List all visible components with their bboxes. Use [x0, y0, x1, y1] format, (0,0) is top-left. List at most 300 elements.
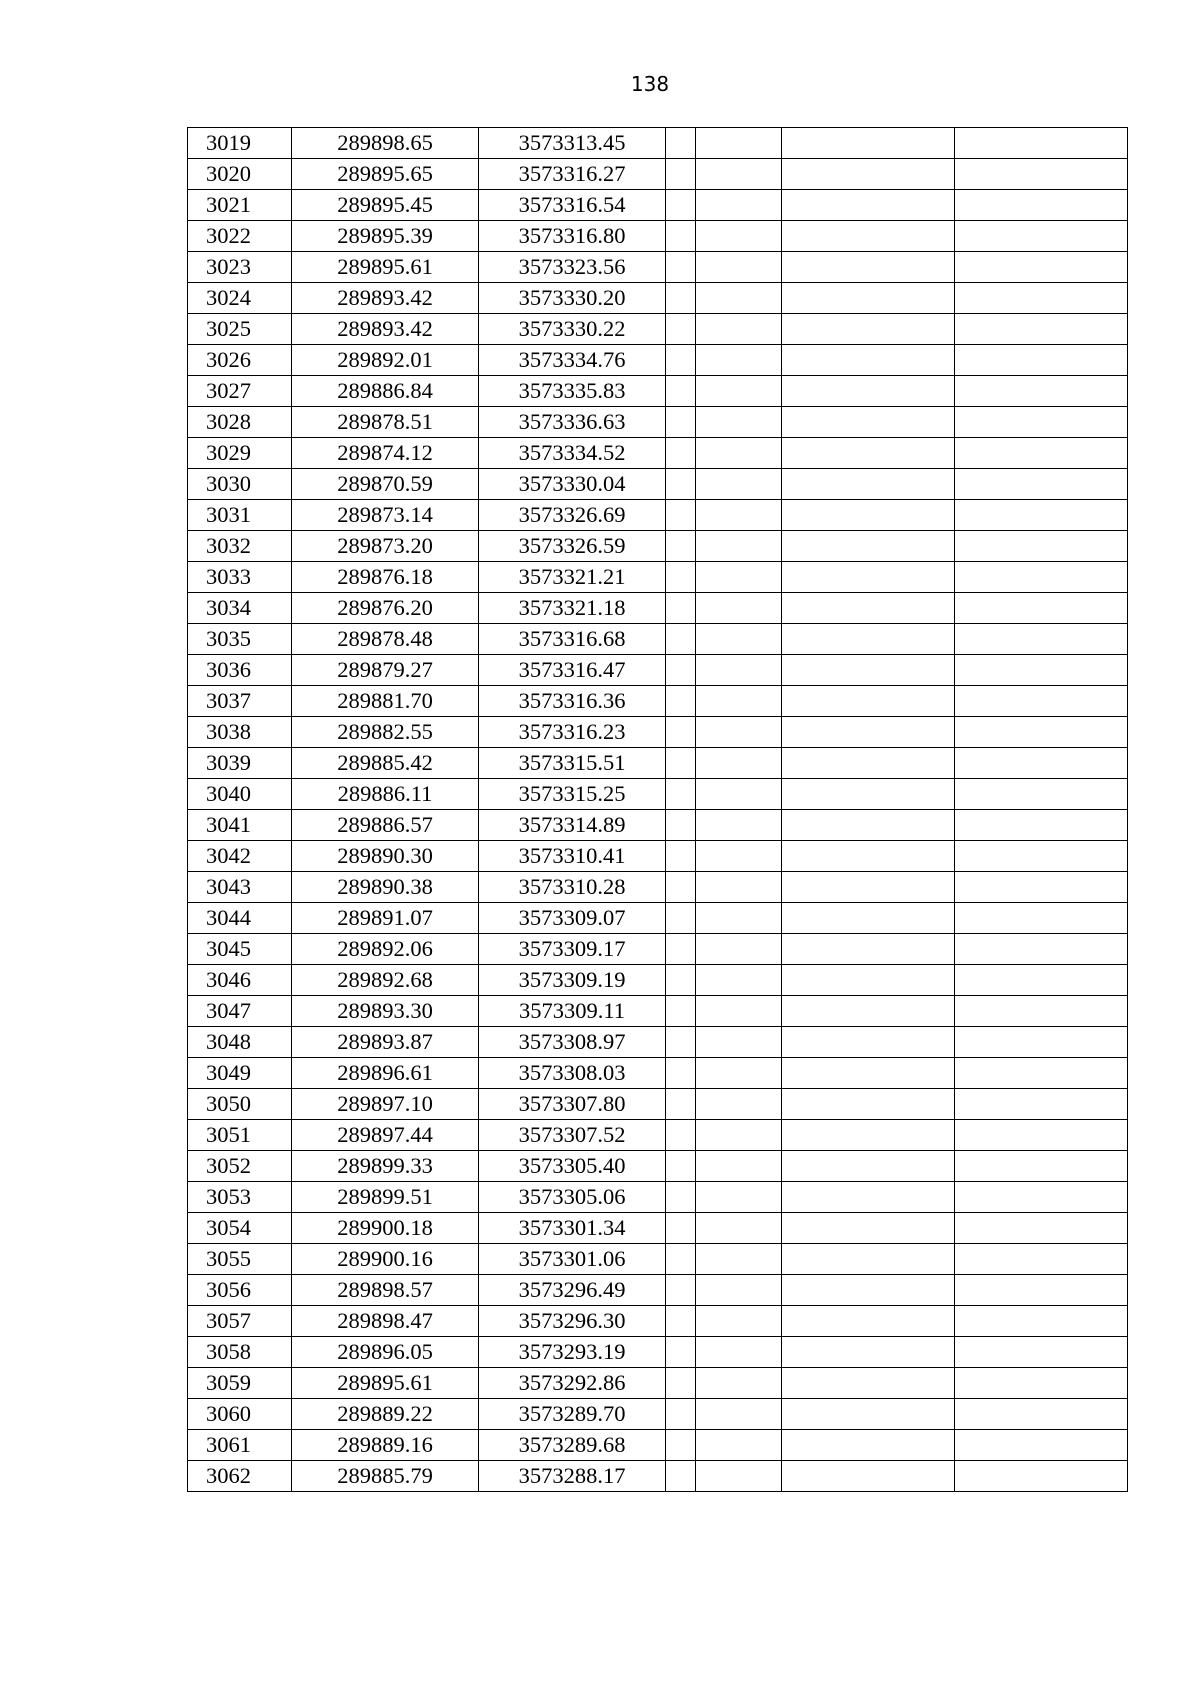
table-row	[188, 1337, 1128, 1368]
empty-cell	[955, 1058, 1128, 1089]
empty-cell	[666, 655, 696, 686]
empty-cell	[666, 1461, 696, 1492]
empty-cell	[955, 965, 1128, 996]
empty-cell	[696, 500, 782, 531]
empty-cell	[696, 531, 782, 562]
empty-cell	[696, 562, 782, 593]
empty-cell	[782, 1275, 955, 1306]
point-id-cell: 3030	[188, 469, 292, 500]
x-coordinate-cell: 289892.01	[292, 345, 479, 376]
empty-cell	[696, 345, 782, 376]
y-coordinate-cell: 3573289.68	[479, 1430, 666, 1461]
point-id-cell: 3047	[188, 996, 292, 1027]
point-id-cell: 3023	[188, 252, 292, 283]
y-coordinate-cell: 3573310.28	[479, 872, 666, 903]
x-coordinate-cell: 289898.47	[292, 1306, 479, 1337]
empty-cell	[666, 841, 696, 872]
y-coordinate-cell: 3573315.51	[479, 748, 666, 779]
empty-cell	[955, 562, 1128, 593]
empty-cell	[955, 1275, 1128, 1306]
x-coordinate-cell: 289876.18	[292, 562, 479, 593]
y-coordinate-cell: 3573307.80	[479, 1089, 666, 1120]
empty-cell	[955, 996, 1128, 1027]
empty-cell	[782, 1399, 955, 1430]
point-id-cell: 3027	[188, 376, 292, 407]
empty-cell	[696, 1461, 782, 1492]
empty-cell	[782, 1182, 955, 1213]
x-coordinate-cell: 289895.45	[292, 190, 479, 221]
x-coordinate-cell: 289885.42	[292, 748, 479, 779]
y-coordinate-cell: 3573330.20	[479, 283, 666, 314]
empty-cell	[782, 345, 955, 376]
empty-cell	[955, 128, 1128, 159]
empty-cell	[955, 1368, 1128, 1399]
empty-cell	[696, 1213, 782, 1244]
point-id-cell: 3028	[188, 407, 292, 438]
x-coordinate-cell: 289899.51	[292, 1182, 479, 1213]
empty-cell	[955, 252, 1128, 283]
point-id-cell: 3039	[188, 748, 292, 779]
point-id-cell: 3048	[188, 1027, 292, 1058]
point-id-cell: 3020	[188, 159, 292, 190]
empty-cell	[696, 686, 782, 717]
empty-cell	[782, 593, 955, 624]
empty-cell	[666, 1244, 696, 1275]
table-row	[188, 965, 1128, 996]
point-id-cell: 3056	[188, 1275, 292, 1306]
empty-cell	[955, 717, 1128, 748]
table-row	[188, 469, 1128, 500]
empty-cell	[666, 1337, 696, 1368]
empty-cell	[666, 748, 696, 779]
table-row	[188, 221, 1128, 252]
empty-cell	[955, 872, 1128, 903]
empty-cell	[955, 593, 1128, 624]
point-id-cell: 3055	[188, 1244, 292, 1275]
empty-cell	[782, 1151, 955, 1182]
point-id-cell: 3038	[188, 717, 292, 748]
table-row	[188, 1151, 1128, 1182]
empty-cell	[696, 655, 782, 686]
table-row	[188, 1182, 1128, 1213]
y-coordinate-cell: 3573309.07	[479, 903, 666, 934]
x-coordinate-cell: 289878.51	[292, 407, 479, 438]
x-coordinate-cell: 289886.11	[292, 779, 479, 810]
coordinates-table-body	[188, 128, 1128, 1492]
empty-cell	[696, 128, 782, 159]
empty-cell	[666, 1089, 696, 1120]
y-coordinate-cell: 3573307.52	[479, 1120, 666, 1151]
table-row	[188, 159, 1128, 190]
empty-cell	[666, 221, 696, 252]
empty-cell	[696, 1306, 782, 1337]
table-row	[188, 128, 1128, 159]
empty-cell	[782, 655, 955, 686]
y-coordinate-cell: 3573334.76	[479, 345, 666, 376]
x-coordinate-cell: 289891.07	[292, 903, 479, 934]
table-row	[188, 1306, 1128, 1337]
empty-cell	[666, 965, 696, 996]
x-coordinate-cell: 289881.70	[292, 686, 479, 717]
point-id-cell: 3029	[188, 438, 292, 469]
point-id-cell: 3057	[188, 1306, 292, 1337]
y-coordinate-cell: 3573292.86	[479, 1368, 666, 1399]
empty-cell	[696, 438, 782, 469]
empty-cell	[666, 407, 696, 438]
empty-cell	[955, 1089, 1128, 1120]
table-row	[188, 624, 1128, 655]
y-coordinate-cell: 3573305.06	[479, 1182, 666, 1213]
point-id-cell: 3019	[188, 128, 292, 159]
table-row	[188, 748, 1128, 779]
empty-cell	[782, 748, 955, 779]
empty-cell	[696, 779, 782, 810]
empty-cell	[666, 1120, 696, 1151]
empty-cell	[696, 1058, 782, 1089]
empty-cell	[696, 1027, 782, 1058]
empty-cell	[696, 1430, 782, 1461]
empty-cell	[955, 841, 1128, 872]
x-coordinate-cell: 289893.42	[292, 314, 479, 345]
empty-cell	[666, 903, 696, 934]
empty-cell	[696, 1089, 782, 1120]
empty-cell	[666, 624, 696, 655]
x-coordinate-cell: 289879.27	[292, 655, 479, 686]
empty-cell	[955, 531, 1128, 562]
x-coordinate-cell: 289900.18	[292, 1213, 479, 1244]
table-row	[188, 562, 1128, 593]
empty-cell	[782, 779, 955, 810]
table-row	[188, 717, 1128, 748]
x-coordinate-cell: 289878.48	[292, 624, 479, 655]
empty-cell	[782, 252, 955, 283]
y-coordinate-cell: 3573316.23	[479, 717, 666, 748]
point-id-cell: 3049	[188, 1058, 292, 1089]
y-coordinate-cell: 3573316.27	[479, 159, 666, 190]
point-id-cell: 3046	[188, 965, 292, 996]
point-id-cell: 3033	[188, 562, 292, 593]
y-coordinate-cell: 3573316.68	[479, 624, 666, 655]
y-coordinate-cell: 3573316.54	[479, 190, 666, 221]
empty-cell	[955, 190, 1128, 221]
y-coordinate-cell: 3573334.52	[479, 438, 666, 469]
point-id-cell: 3051	[188, 1120, 292, 1151]
table-row	[188, 810, 1128, 841]
table-row	[188, 593, 1128, 624]
x-coordinate-cell: 289889.22	[292, 1399, 479, 1430]
point-id-cell: 3036	[188, 655, 292, 686]
empty-cell	[696, 1244, 782, 1275]
empty-cell	[696, 1337, 782, 1368]
point-id-cell: 3040	[188, 779, 292, 810]
empty-cell	[955, 469, 1128, 500]
table-row	[188, 1058, 1128, 1089]
empty-cell	[955, 1027, 1128, 1058]
page-number: 138	[630, 72, 670, 96]
y-coordinate-cell: 3573314.89	[479, 810, 666, 841]
y-coordinate-cell: 3573309.11	[479, 996, 666, 1027]
x-coordinate-cell: 289896.61	[292, 1058, 479, 1089]
empty-cell	[696, 624, 782, 655]
empty-cell	[955, 221, 1128, 252]
y-coordinate-cell: 3573316.80	[479, 221, 666, 252]
point-id-cell: 3053	[188, 1182, 292, 1213]
empty-cell	[782, 190, 955, 221]
empty-cell	[955, 810, 1128, 841]
point-id-cell: 3026	[188, 345, 292, 376]
empty-cell	[666, 717, 696, 748]
empty-cell	[666, 1027, 696, 1058]
empty-cell	[782, 1337, 955, 1368]
empty-cell	[955, 159, 1128, 190]
y-coordinate-cell: 3573296.30	[479, 1306, 666, 1337]
y-coordinate-cell: 3573310.41	[479, 841, 666, 872]
y-coordinate-cell: 3573308.03	[479, 1058, 666, 1089]
empty-cell	[696, 376, 782, 407]
empty-cell	[955, 1337, 1128, 1368]
x-coordinate-cell: 289895.61	[292, 252, 479, 283]
empty-cell	[782, 1244, 955, 1275]
empty-cell	[666, 872, 696, 903]
y-coordinate-cell: 3573313.45	[479, 128, 666, 159]
table-row	[188, 438, 1128, 469]
y-coordinate-cell: 3573335.83	[479, 376, 666, 407]
x-coordinate-cell: 289873.20	[292, 531, 479, 562]
y-coordinate-cell: 3573321.18	[479, 593, 666, 624]
point-id-cell: 3021	[188, 190, 292, 221]
empty-cell	[955, 1244, 1128, 1275]
point-id-cell: 3058	[188, 1337, 292, 1368]
empty-cell	[666, 779, 696, 810]
empty-cell	[696, 810, 782, 841]
empty-cell	[782, 841, 955, 872]
empty-cell	[666, 500, 696, 531]
point-id-cell: 3025	[188, 314, 292, 345]
point-id-cell: 3044	[188, 903, 292, 934]
empty-cell	[696, 996, 782, 1027]
y-coordinate-cell: 3573330.04	[479, 469, 666, 500]
x-coordinate-cell: 289882.55	[292, 717, 479, 748]
empty-cell	[782, 717, 955, 748]
y-coordinate-cell: 3573305.40	[479, 1151, 666, 1182]
point-id-cell: 3043	[188, 872, 292, 903]
y-coordinate-cell: 3573308.97	[479, 1027, 666, 1058]
table-row	[188, 779, 1128, 810]
x-coordinate-cell: 289890.30	[292, 841, 479, 872]
empty-cell	[666, 1368, 696, 1399]
empty-cell	[696, 965, 782, 996]
empty-cell	[955, 1151, 1128, 1182]
empty-cell	[666, 159, 696, 190]
empty-cell	[955, 1306, 1128, 1337]
empty-cell	[782, 283, 955, 314]
empty-cell	[696, 1151, 782, 1182]
x-coordinate-cell: 289885.79	[292, 1461, 479, 1492]
empty-cell	[666, 190, 696, 221]
y-coordinate-cell: 3573330.22	[479, 314, 666, 345]
empty-cell	[955, 407, 1128, 438]
point-id-cell: 3041	[188, 810, 292, 841]
empty-cell	[666, 1430, 696, 1461]
point-id-cell: 3061	[188, 1430, 292, 1461]
empty-cell	[955, 1182, 1128, 1213]
empty-cell	[696, 469, 782, 500]
point-id-cell: 3054	[188, 1213, 292, 1244]
empty-cell	[782, 438, 955, 469]
point-id-cell: 3059	[188, 1368, 292, 1399]
empty-cell	[955, 283, 1128, 314]
y-coordinate-cell: 3573321.21	[479, 562, 666, 593]
empty-cell	[666, 345, 696, 376]
table-row	[188, 1399, 1128, 1430]
empty-cell	[666, 1275, 696, 1306]
empty-cell	[666, 593, 696, 624]
empty-cell	[666, 314, 696, 345]
x-coordinate-cell: 289895.39	[292, 221, 479, 252]
point-id-cell: 3045	[188, 934, 292, 965]
table-row	[188, 376, 1128, 407]
table-row	[188, 531, 1128, 562]
empty-cell	[696, 252, 782, 283]
empty-cell	[696, 1399, 782, 1430]
y-coordinate-cell: 3573326.69	[479, 500, 666, 531]
empty-cell	[666, 562, 696, 593]
table-row	[188, 190, 1128, 221]
x-coordinate-cell: 289890.38	[292, 872, 479, 903]
point-id-cell: 3042	[188, 841, 292, 872]
y-coordinate-cell: 3573293.19	[479, 1337, 666, 1368]
empty-cell	[696, 1182, 782, 1213]
x-coordinate-cell: 289893.30	[292, 996, 479, 1027]
y-coordinate-cell: 3573288.17	[479, 1461, 666, 1492]
empty-cell	[955, 686, 1128, 717]
y-coordinate-cell: 3573309.19	[479, 965, 666, 996]
y-coordinate-cell: 3573296.49	[479, 1275, 666, 1306]
y-coordinate-cell: 3573301.34	[479, 1213, 666, 1244]
table-row	[188, 841, 1128, 872]
empty-cell	[696, 190, 782, 221]
empty-cell	[696, 407, 782, 438]
x-coordinate-cell: 289898.65	[292, 128, 479, 159]
empty-cell	[782, 314, 955, 345]
empty-cell	[782, 531, 955, 562]
empty-cell	[782, 407, 955, 438]
table-row	[188, 996, 1128, 1027]
table-row	[188, 686, 1128, 717]
empty-cell	[666, 810, 696, 841]
empty-cell	[955, 1120, 1128, 1151]
empty-cell	[696, 314, 782, 345]
empty-cell	[696, 593, 782, 624]
empty-cell	[782, 1430, 955, 1461]
point-id-cell: 3050	[188, 1089, 292, 1120]
empty-cell	[666, 438, 696, 469]
point-id-cell: 3062	[188, 1461, 292, 1492]
point-id-cell: 3031	[188, 500, 292, 531]
table-row	[188, 655, 1128, 686]
empty-cell	[782, 1120, 955, 1151]
empty-cell	[782, 1306, 955, 1337]
y-coordinate-cell: 3573315.25	[479, 779, 666, 810]
point-id-cell: 3024	[188, 283, 292, 314]
y-coordinate-cell: 3573289.70	[479, 1399, 666, 1430]
empty-cell	[955, 500, 1128, 531]
table-row	[188, 934, 1128, 965]
point-id-cell: 3060	[188, 1399, 292, 1430]
x-coordinate-cell: 289886.57	[292, 810, 479, 841]
x-coordinate-cell: 289896.05	[292, 1337, 479, 1368]
x-coordinate-cell: 289897.44	[292, 1120, 479, 1151]
empty-cell	[955, 1213, 1128, 1244]
table-row	[188, 1368, 1128, 1399]
x-coordinate-cell: 289895.61	[292, 1368, 479, 1399]
table-row	[188, 1213, 1128, 1244]
empty-cell	[666, 376, 696, 407]
empty-cell	[696, 1120, 782, 1151]
point-id-cell: 3052	[188, 1151, 292, 1182]
table-row	[188, 345, 1128, 376]
table-row	[188, 1430, 1128, 1461]
table-row	[188, 252, 1128, 283]
x-coordinate-cell: 289892.68	[292, 965, 479, 996]
empty-cell	[666, 283, 696, 314]
x-coordinate-cell: 289900.16	[292, 1244, 479, 1275]
table-row	[188, 1120, 1128, 1151]
table-row	[188, 314, 1128, 345]
y-coordinate-cell: 3573301.06	[479, 1244, 666, 1275]
empty-cell	[666, 531, 696, 562]
y-coordinate-cell: 3573309.17	[479, 934, 666, 965]
x-coordinate-cell: 289870.59	[292, 469, 479, 500]
empty-cell	[782, 1027, 955, 1058]
empty-cell	[955, 1461, 1128, 1492]
point-id-cell: 3035	[188, 624, 292, 655]
empty-cell	[782, 1461, 955, 1492]
table-row	[188, 1089, 1128, 1120]
empty-cell	[666, 128, 696, 159]
x-coordinate-cell: 289898.57	[292, 1275, 479, 1306]
empty-cell	[696, 159, 782, 190]
empty-cell	[696, 283, 782, 314]
empty-cell	[782, 1058, 955, 1089]
x-coordinate-cell: 289893.87	[292, 1027, 479, 1058]
x-coordinate-cell: 289897.10	[292, 1089, 479, 1120]
empty-cell	[696, 1275, 782, 1306]
empty-cell	[955, 1430, 1128, 1461]
empty-cell	[666, 252, 696, 283]
x-coordinate-cell: 289873.14	[292, 500, 479, 531]
empty-cell	[696, 872, 782, 903]
empty-cell	[782, 624, 955, 655]
coordinates-table	[187, 127, 1128, 1492]
point-id-cell: 3032	[188, 531, 292, 562]
empty-cell	[782, 934, 955, 965]
empty-cell	[782, 128, 955, 159]
empty-cell	[782, 1368, 955, 1399]
x-coordinate-cell: 289892.06	[292, 934, 479, 965]
x-coordinate-cell: 289874.12	[292, 438, 479, 469]
empty-cell	[782, 562, 955, 593]
empty-cell	[666, 1151, 696, 1182]
table-row	[188, 903, 1128, 934]
empty-cell	[955, 1399, 1128, 1430]
empty-cell	[955, 314, 1128, 345]
empty-cell	[782, 965, 955, 996]
empty-cell	[955, 376, 1128, 407]
empty-cell	[666, 1182, 696, 1213]
empty-cell	[696, 717, 782, 748]
table-row	[188, 1461, 1128, 1492]
